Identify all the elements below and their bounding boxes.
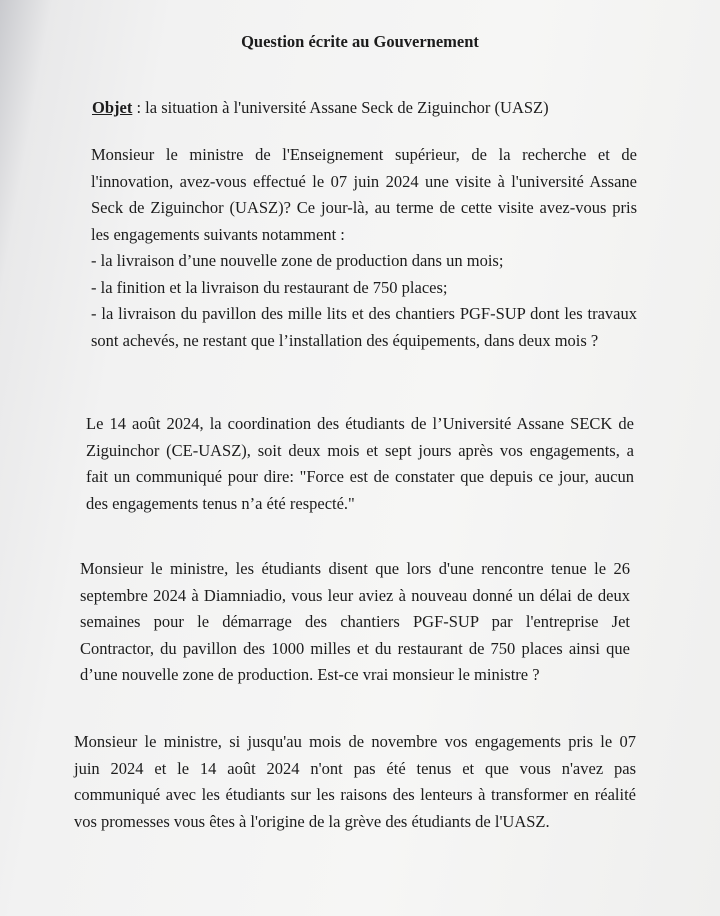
paragraph-2 <box>86 411 634 517</box>
paragraph-line: Le 14 août 2024, la coordination des étudiants de l’Université Assane SECK de <box>86 414 634 433</box>
paragraph-line: vos promesses vous êtes à l'origine de la grève des étudiants de l'UASZ. <box>74 811 550 831</box>
paragraph-line: fait un communiqué pour dire: "Force est de constater que depuis ce jour, aucun <box>86 467 634 486</box>
paragraph-line: Monsieur le ministre de l'Enseignement supérieur, de la recherche et de <box>91 145 637 164</box>
paragraph-line: d’une nouvelle zone de production. Est-ce vrai monsieur le ministre ? <box>80 665 540 684</box>
paragraph-line: semaines pour le démarrage des chantiers PGF-SUP par l'entreprise Jet <box>80 612 630 631</box>
paragraph-line: l'innovation, avez-vous effectué le 07 juin 2024 une visite à l'université Assane <box>91 171 637 191</box>
paragraph-line: Ziguinchor (CE-UASZ), soit deux mois et sept jours après vos engagements, a <box>86 440 634 460</box>
paragraph-line: Monsieur le ministre, les étudiants disent que lors d'une rencontre tenue le 26 <box>80 559 630 578</box>
paragraph-line: communiqué avec les étudiants sur les raisons des lenteurs à transformer en réalité <box>74 785 636 804</box>
paragraph-line: Contractor, du pavillon des 1000 milles et du restaurant de 750 places ainsi que <box>80 638 630 658</box>
paragraph-line: juin 2024 et le 14 août 2024 n'ont pas été tenus et que vous n'avez pas <box>74 758 636 778</box>
subject-label: Objet <box>92 98 133 117</box>
document-title: Question écrite au Gouvernement <box>241 32 479 51</box>
paragraph-line: - la livraison du pavillon des mille lits et des chantiers PGF-SUP dont les travaux <box>91 304 637 323</box>
paragraph-line: Monsieur le ministre, si jusqu'au mois de novembre vos engagements pris le 07 <box>74 732 636 751</box>
paragraph-line: les engagements suivants notamment : <box>91 224 345 244</box>
subject-text: : la situation à l'université Assane Seck de Ziguinchor (UASZ) <box>132 98 549 117</box>
paragraph-line: septembre 2024 à Diamniadio, vous leur aviez à nouveau donné un délai de deux <box>80 585 630 605</box>
paragraph-line: sont achevés, ne restant que l’installation des équipements, dans deux mois ? <box>91 330 599 350</box>
paragraph-line: - la livraison d’une nouvelle zone de production dans un mois; <box>91 251 504 270</box>
paragraph-4 <box>74 729 636 835</box>
paragraph-line: Seck de Ziguinchor (UASZ)? Ce jour-là, au terme de cette visite avez-vous pris <box>91 198 637 217</box>
subject-line <box>92 98 549 118</box>
paragraph-line: - la finition et la livraison du restaurant de 750 places; <box>91 277 448 297</box>
paragraph-1 <box>91 142 637 354</box>
paragraph-3 <box>80 556 630 689</box>
paragraph-line: des engagements tenus n’a été respecté." <box>86 493 355 513</box>
